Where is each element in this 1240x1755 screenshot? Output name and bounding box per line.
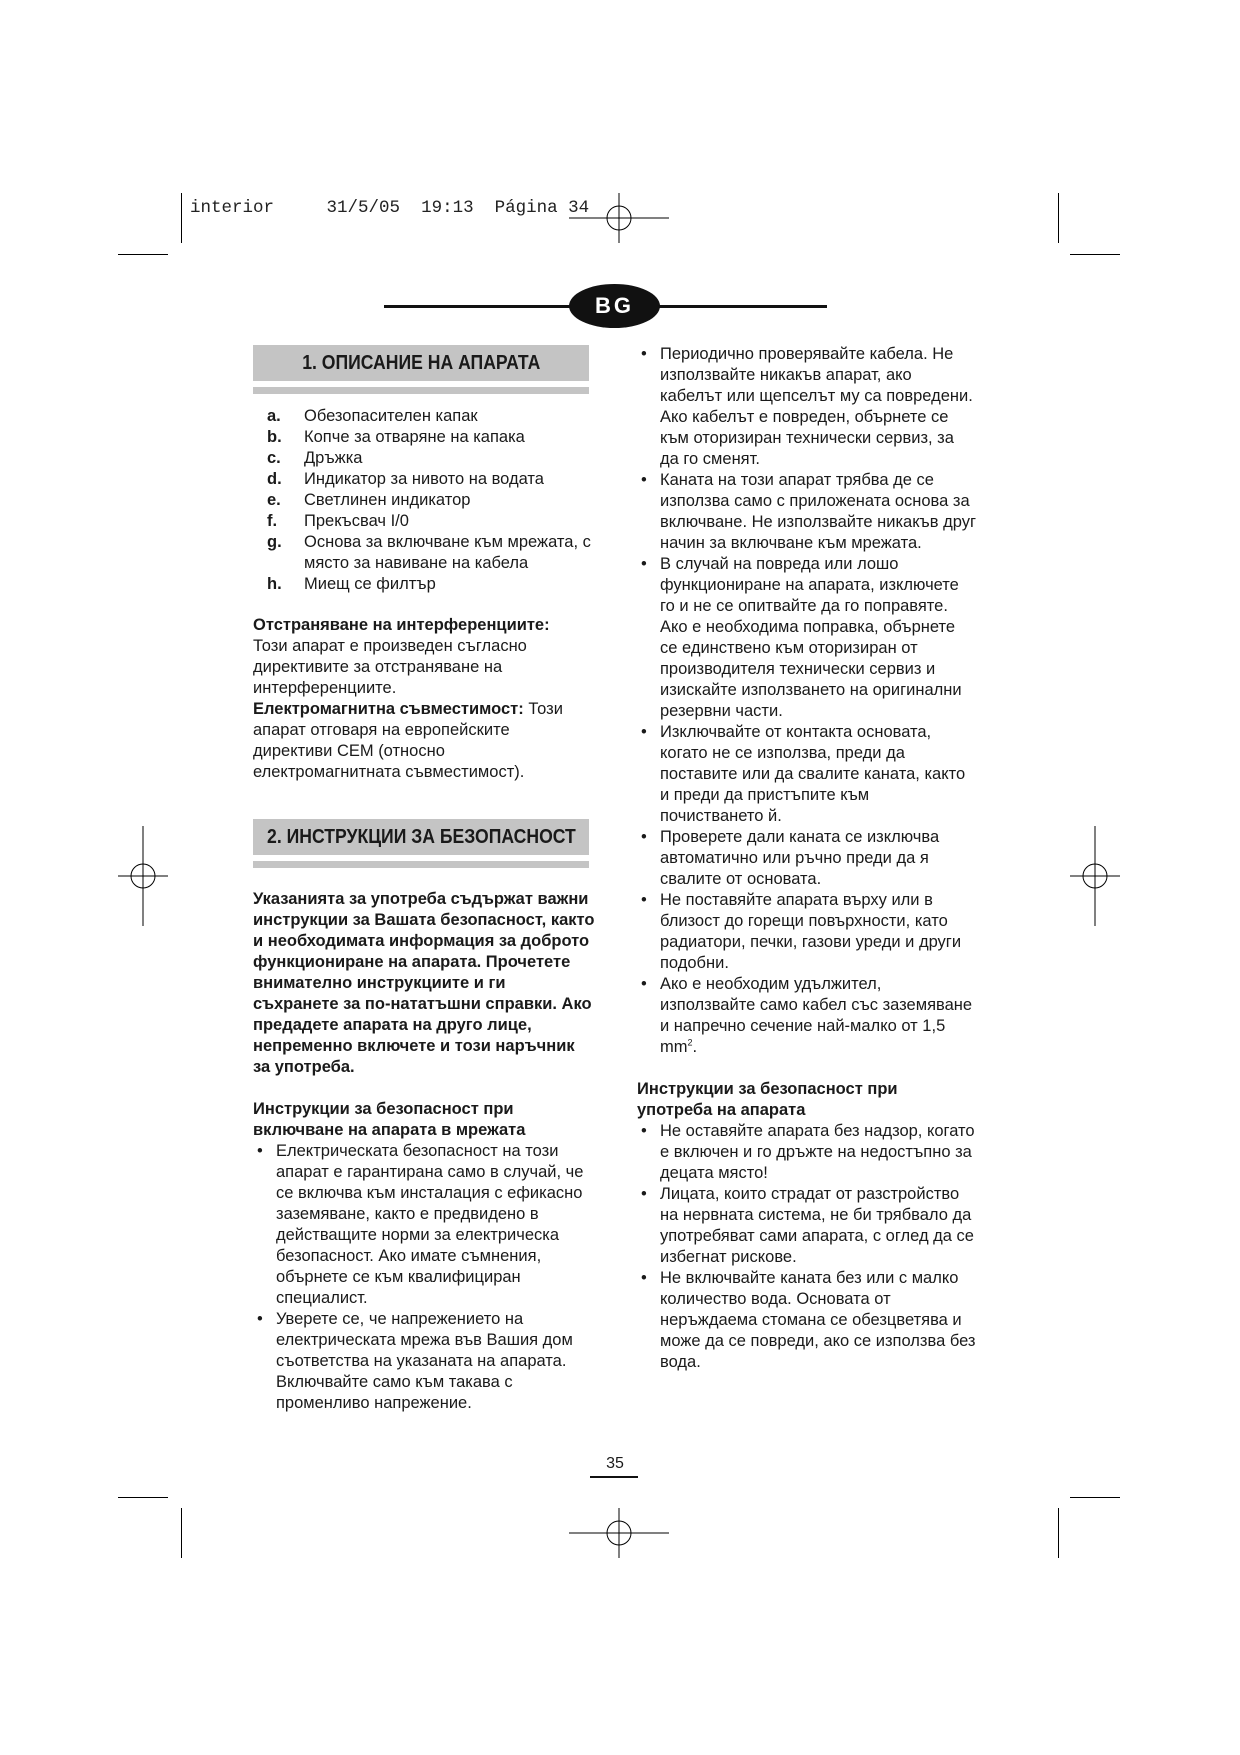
part-text: Копче за отваряне на капака: [304, 428, 525, 446]
section1-title: 1. ОПИСАНИЕ НА АПАРАТА: [253, 345, 589, 381]
use-list: [637, 1121, 977, 1373]
section2-title: 2. ИНСТРУКЦИИ ЗА БЕЗОПАСНОСТ: [253, 819, 589, 855]
safety-intro: Указанията за употреба съдържат важни инструкции за Вашата безопасност, както и необходимата информация за доброто функциониране на апарата. Прочетете внимателно инструкциите и ги съхранете за по-нататъшни справки. Ако предадете апарата на друго лице, непременно включете и този наръчник за употреба.: [253, 890, 595, 1076]
list-item: [637, 1121, 977, 1184]
emc-text: Този апарат отговаря на европейските директиви CEM (относно електромагнитната съвместимост).: [253, 700, 563, 781]
list-item: [253, 1309, 595, 1414]
crop-mark-br-h: [1070, 1497, 1120, 1498]
part-key: e.: [267, 491, 281, 509]
page-number: 35: [606, 1455, 624, 1472]
printer-slug: [190, 198, 589, 218]
part-text: Обезопасителен капак: [304, 407, 478, 425]
crop-mark-tr-h: [1070, 254, 1120, 255]
part-item: [253, 574, 593, 595]
section1-body: [253, 406, 593, 783]
part-item: [253, 406, 593, 427]
registration-mark-left: [118, 826, 168, 926]
bullet: •: [641, 1122, 647, 1140]
part-key: g.: [267, 533, 282, 551]
right-column: [637, 344, 977, 1373]
list-item: [253, 1141, 595, 1309]
list-item: [637, 554, 977, 722]
extension-list: [637, 974, 977, 1058]
list-item-text: Каната на този апарат трябва де се използва само с приложената основа за включване. Не използвайте никакъв друг начин за включване към мрежата.: [660, 471, 976, 552]
slug-filename: interior: [190, 198, 275, 218]
list-item-text: Електрическата безопасност на този апарат е гарантирана само в случай, че се включва към инсталация с ефикасно заземяване, както е предвидено в действащите норми за електрическа безопасност. Ако имате съмнения, обърнете се към квалифициран специалист.: [276, 1142, 584, 1307]
part-text: Дръжка: [304, 449, 363, 467]
emc-heading: Електромагнитна съвместимост:: [253, 700, 524, 718]
interference-block: [253, 615, 593, 699]
list-item: [637, 470, 977, 554]
header-rule-right: [655, 305, 827, 308]
bullet: •: [257, 1310, 263, 1328]
section2-body: [253, 889, 595, 1414]
mains-list: [253, 1141, 595, 1414]
use-heading: Инструкции за безопасност при употреба на апарата: [637, 1080, 898, 1119]
crop-mark-bl-h: [118, 1497, 168, 1498]
crop-mark-tr-v: [1058, 193, 1059, 243]
extension-end: .: [692, 1038, 698, 1056]
slug-time: 19:13: [421, 198, 474, 218]
mains-heading: Инструкции за безопасност при включване на апарата в мрежата: [253, 1100, 526, 1139]
part-key: d.: [267, 470, 282, 488]
list-item-text: В случай на повреда или лошо функциониране на апарата, изключете го и не се опитвайте да го поправяте. Ако е необходима поправка, обърнете се единствено към оторизиран от производителя технически сервиз и изискайте използването на оригинални резервни части.: [660, 555, 962, 720]
bullet: •: [641, 723, 647, 741]
list-item: [637, 890, 977, 974]
registration-mark-bottom: [569, 1508, 669, 1558]
emc-block: [253, 699, 593, 783]
part-key: b.: [267, 428, 282, 446]
header-rule-left: [384, 305, 574, 308]
part-text: Миещ се филтър: [304, 575, 436, 593]
list-item-text: Изключвайте от контакта основата, когато не се използва, преди да поставите или да свалите каната, както и преди да пристъпите към почистването й.: [660, 723, 966, 825]
crop-mark-br-v: [1058, 1508, 1059, 1558]
crop-mark-tl-h: [118, 254, 168, 255]
bullet: •: [641, 891, 647, 909]
bullet: •: [641, 1269, 647, 1287]
list-item-text: Не поставяйте апарата върху или в близост до горещи повърхности, като радиатори, печки, газови уреди и други подобни.: [660, 891, 962, 972]
interference-text: Този апарат е произведен съгласно директивите за отстраняване на интерференциите.: [253, 637, 527, 697]
part-text: Светлинен индикатор: [304, 491, 471, 509]
part-item: [253, 469, 593, 490]
list-item: [637, 344, 977, 470]
slug-page: Página 34: [494, 198, 590, 218]
bullet: •: [641, 345, 647, 363]
list-item-text: Не включвайте каната без или с малко количество вода. Основата от неръждаема стомана се обезцветява и може да се повреди, ако се използва без вода.: [660, 1269, 976, 1371]
bullet: •: [641, 555, 647, 573]
language-badge: BG: [569, 284, 660, 328]
part-key: f.: [267, 512, 278, 530]
section1-underbar: [253, 387, 589, 394]
extension-text: Ако е необходим удължител, използвайте само кабел със заземяване и напречно сечение най-малко от 1,5 mm: [660, 975, 973, 1056]
bullet: •: [641, 975, 647, 993]
registration-mark-right: [1070, 826, 1120, 926]
part-key: a.: [267, 407, 281, 425]
part-item: [253, 427, 593, 448]
section2-underbar: [253, 861, 589, 868]
part-text: Основа за включване към мрежата, с място за навиване на кабела: [304, 533, 591, 572]
list-item: [637, 1268, 977, 1373]
part-text: Индикатор за нивото на водата: [304, 470, 544, 488]
part-item: [253, 532, 593, 574]
parts-list: [253, 406, 593, 595]
crop-mark-bl-v: [181, 1508, 182, 1558]
list-item: [637, 1184, 977, 1268]
interference-heading: Отстраняване на интерференциите:: [253, 616, 550, 634]
list-item: [637, 722, 977, 827]
list-item: [637, 827, 977, 890]
crop-mark-tl-v: [181, 193, 182, 243]
list-item: [637, 974, 977, 1058]
part-item: [253, 448, 593, 469]
page-number-underline: [590, 1476, 638, 1478]
bullet: •: [641, 471, 647, 489]
bullet: •: [641, 828, 647, 846]
part-key: c.: [267, 449, 281, 467]
list-item-text: Лицата, които страдат от разстройство на нервната система, не би трябвало да употребяват сами апарата, с оглед да се избегнат рискове.: [660, 1185, 974, 1266]
list-item-text: Уверете се, че напрежението на електрическата мрежа във Вашия дом съответства на указаната на апарата. Включвайте само към такава с променливо напрежение.: [276, 1310, 573, 1412]
list-item-text: Периодично проверявайте кабела. Не използвайте никакъв апарат, ако кабелът или щепселът му са повредени. Ако кабелът е повреден, обърнете се към оторизиран технически сервиз, за да го сменят.: [660, 345, 973, 468]
part-item: [253, 511, 593, 532]
safety-list-continued: [637, 344, 977, 974]
part-text: Прекъсвач I/0: [304, 512, 409, 530]
part-item: [253, 490, 593, 511]
slug-date: 31/5/05: [326, 198, 401, 218]
bullet: •: [257, 1142, 263, 1160]
list-item-text: Не оставяйте апарата без надзор, когато е включен и го дръжте на недостъпно за децата място!: [660, 1122, 975, 1182]
list-item-text: Проверете дали каната се изключва автоматично или ръчно преди да я свалите от основата.: [660, 828, 940, 888]
bullet: •: [641, 1185, 647, 1203]
extension-superscript: 2: [687, 1037, 693, 1048]
part-key: h.: [267, 575, 282, 593]
